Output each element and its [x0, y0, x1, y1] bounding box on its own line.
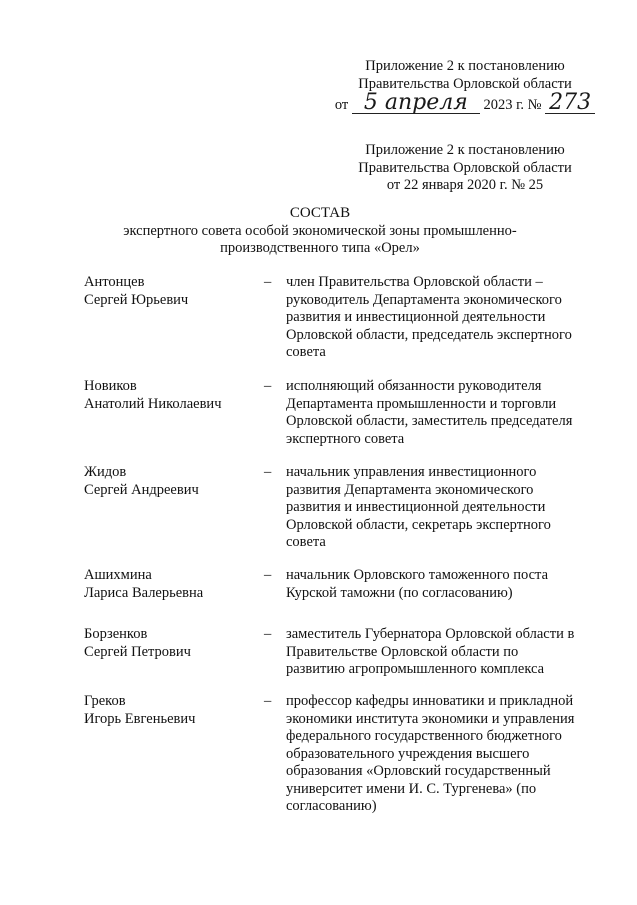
role-line: развития и инвестиционной деятельности [286, 309, 546, 325]
role-line: образования «Орловский государственный [286, 763, 551, 779]
role-line: экспертного совета [286, 430, 405, 447]
member-surname: Ашихмина [84, 567, 152, 583]
dash-separator: – [264, 274, 272, 290]
appendix-original-line-3: от 22 января 2020 г. № 25 [386, 177, 544, 193]
member-name [84, 567, 254, 602]
role-line: начальник Орловского таможенного поста [286, 567, 549, 583]
heading-line-1: экспертного совета особой экономической зоны промышленно- [123, 222, 517, 239]
role-line: Правительстве Орловской области по [286, 643, 519, 660]
member-role [286, 567, 598, 602]
handwritten-number: 273 [545, 93, 595, 114]
member-name [84, 693, 254, 728]
role-line: Орловской области, заместитель председателя [286, 413, 573, 429]
appendix-original-header [330, 142, 600, 195]
dash-separator: – [264, 693, 272, 709]
member-name [84, 378, 254, 413]
document-heading [60, 205, 580, 258]
member-name [84, 274, 254, 309]
role-line: образовательного учреждения высшего [286, 745, 530, 762]
appendix-original-line-1: Приложение 2 к постановлению [365, 142, 565, 158]
handwritten-date: 5 апреля [352, 93, 480, 114]
role-line: развитию агропромышленного комплекса [286, 661, 545, 677]
year-label: 2023 г. № [483, 97, 542, 113]
dash-separator: – [264, 626, 272, 642]
member-given-name: Сергей Петрович [84, 643, 191, 660]
member-name [84, 464, 254, 499]
dash-separator: – [264, 378, 272, 394]
member-role [286, 693, 598, 816]
member-given-name: Анатолий Николаевич [84, 395, 222, 412]
dash-separator: – [264, 567, 272, 583]
member-role [286, 464, 598, 552]
member-given-name: Игорь Евгеньевич [84, 710, 196, 727]
dash-separator: – [264, 464, 272, 480]
member-role [286, 274, 598, 362]
role-line: исполняющий обязанности руководителя [286, 378, 542, 394]
member-surname: Жидов [84, 464, 127, 480]
date-prefix: от [334, 97, 349, 113]
appendix-original-line-2: Правительства Орловской области [358, 159, 572, 176]
appendix-line-1: Приложение 2 к постановлению [365, 58, 565, 74]
role-line: Курской таможни (по согласованию) [286, 584, 513, 601]
appendix-amendment-header [330, 58, 600, 115]
member-name [84, 626, 254, 661]
appendix-date-line [330, 90, 600, 115]
appendix-line-2: Правительства Орловской области [358, 75, 572, 92]
role-line: развития и инвестиционной деятельности [286, 499, 546, 515]
role-line: университет имени И. С. Тургенева» (по [286, 780, 537, 797]
role-line: Орловской области, председатель экспертного [286, 326, 572, 343]
role-line: руководитель Департамента экономического [286, 291, 562, 308]
member-given-name: Сергей Юрьевич [84, 291, 189, 308]
role-line: согласованию) [286, 798, 377, 814]
heading-line-2: производственного типа «Орел» [220, 240, 420, 256]
role-line: развития Департамента экономического [286, 481, 534, 498]
role-line: экономики института экономики и управления [286, 710, 575, 727]
role-line: Департамента промышленности и торговли [286, 395, 557, 412]
role-line: заместитель Губернатора Орловской области в [286, 626, 575, 642]
member-role [286, 378, 598, 448]
role-line: совета [286, 344, 326, 360]
role-line: совета [286, 534, 326, 550]
document-title: СОСТАВ [289, 205, 351, 221]
role-line: член Правительства Орловской области – [286, 274, 543, 290]
role-line: федерального государственного бюджетного [286, 728, 562, 744]
member-surname: Антонцев [84, 274, 145, 290]
role-line: начальник управления инвестиционного [286, 464, 537, 480]
member-surname: Греков [84, 693, 126, 709]
member-surname: Борзенков [84, 626, 148, 642]
member-role [286, 626, 598, 679]
member-given-name: Лариса Валерьевна [84, 584, 204, 601]
member-given-name: Сергей Андреевич [84, 481, 199, 498]
member-surname: Новиков [84, 378, 137, 394]
role-line: профессор кафедры инноватики и прикладной [286, 693, 574, 709]
role-line: Орловской области, секретарь экспертного [286, 516, 551, 533]
